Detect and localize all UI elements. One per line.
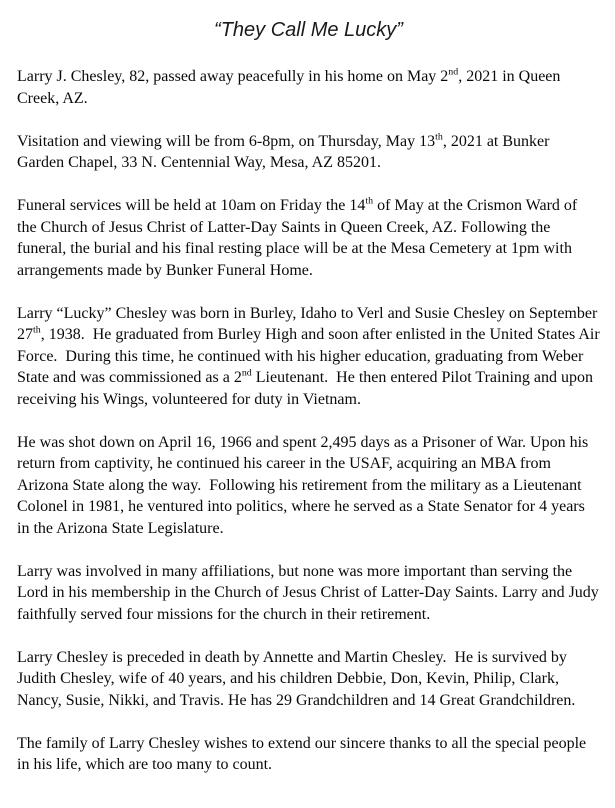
ordinal-superscript: th [365, 195, 374, 207]
ordinal-superscript: th [435, 131, 443, 143]
ordinal-superscript: nd [448, 66, 459, 78]
paragraph-4: Larry “Lucky” Chesley was born in Burley, Idaho to Verl and Susie Chesley on September 27th, 1938. He graduated from Burley High and soon after enlisted in the United States Air Force. During this time, he continued with his higher education, graduating from Weber State and was commissioned as a 2nd Lieutenant. He then entered Pilot Training and upon receiving his Wings, volunteered for duty in Vietnam. [17, 304, 604, 408]
ordinal-superscript: th [33, 324, 41, 336]
document-body [17, 66, 604, 776]
paragraph-3: Funeral services will be held at 10am on Friday the 14th of May at the Crismon Ward of the Church of Jesus Christ of Latter-Day Saints in Queen Creek, AZ. Following the funeral, the burial and his final resting place will be at the Mesa Cemetery at 1pm with arrangements made by Bunker Funeral Home. [17, 195, 582, 279]
ordinal-superscript: nd [241, 367, 252, 379]
paragraph-6: Larry was involved in many affiliations, but none was more important than serving the Lord in his membership in the Church of Jesus Christ of Latter-Day Saints. Larry and Judy faithfully served four missions for the church in their retirement. [17, 562, 603, 623]
paragraph-1: Larry J. Chesley, 82, passed away peacefully in his home on May 2nd, 2021 in Queen Creek, AZ. [17, 66, 565, 107]
paragraph-5: He was shot down on April 16, 1966 and spent 2,495 days as a Prisoner of War. Upon his return from captivity, he continued his career in the USAF, acquiring an MBA from Arizona State along the way. Following his retirement from the military as a Lieutenant Colonel in 1981, he ventured into politics, where he served as a State Senator for 4 years in the Arizona State Legislature. [17, 433, 593, 537]
document-title: “They Call Me Lucky” [214, 19, 403, 41]
paragraph-8: The family of Larry Chesley wishes to extend our sincere thanks to all the special people in his life, which are too many to count. [17, 734, 591, 773]
paragraph-7: Larry Chesley is preceded in death by Annette and Martin Chesley. He is survived by Judith Chesley, wife of 40 years, and his children Debbie, Don, Kevin, Philip, Clark, Nancy, Susie, Nikki, and Travis. He has 29 Grandchildren and 14 Great Grandchildren. [17, 648, 576, 709]
paragraph-2: Visitation and viewing will be from 6-8pm, on Thursday, May 13th, 2021 at Bunker Garden Chapel, 33 N. Centennial Way, Mesa, AZ 85201. [17, 131, 554, 171]
